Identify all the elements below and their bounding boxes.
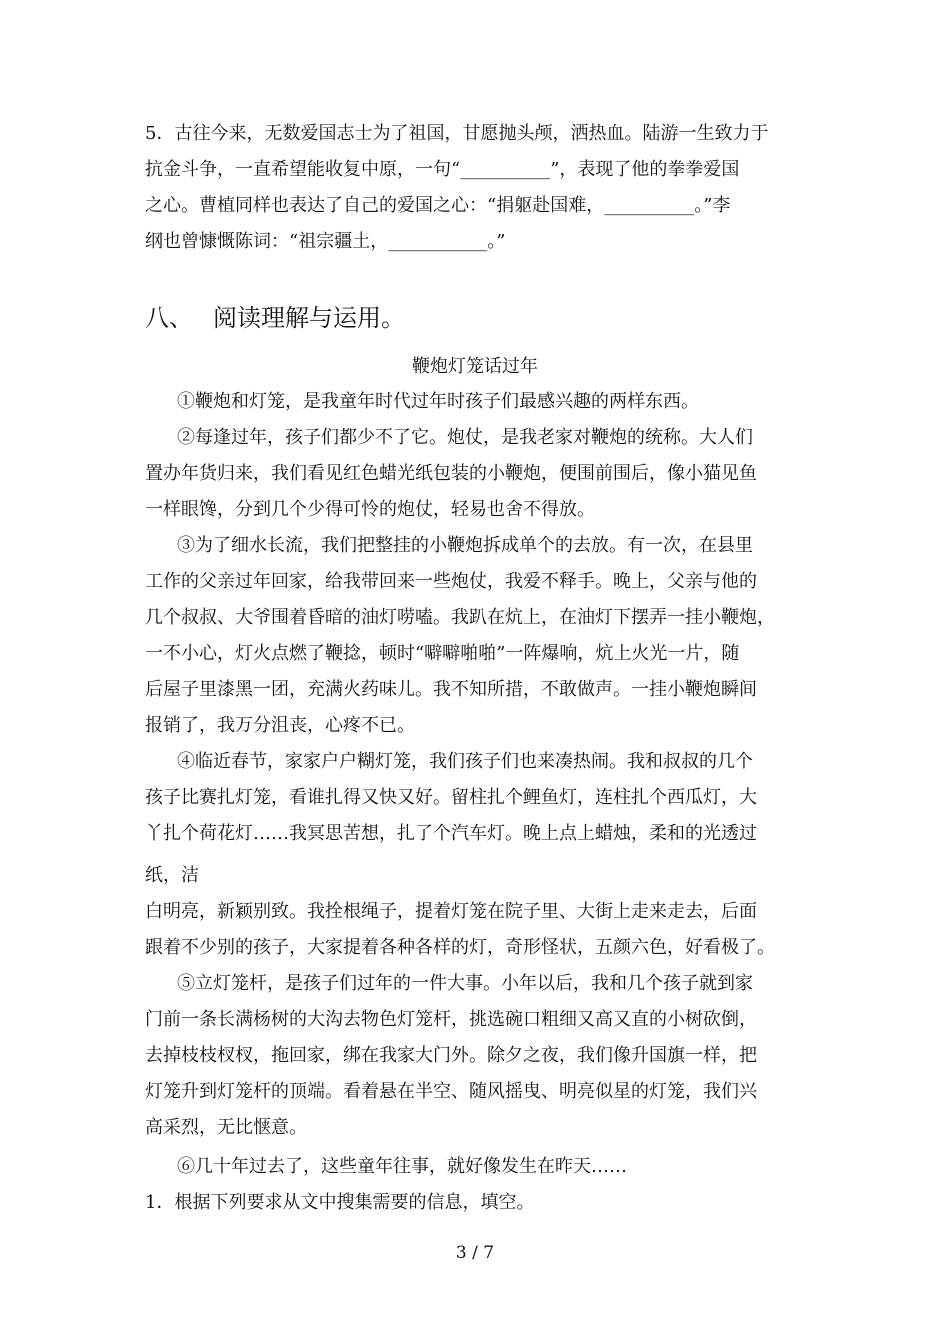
section-title: 阅读理解与运用。 xyxy=(213,304,405,332)
article-line: 白明亮，新颖别致。我拴根绳子，提着灯笼在院子里、大街上走来走去，后面 xyxy=(145,901,757,922)
article-line: ③为了细水长流，我们把整挂的小鞭炮拆成单个的去放。有一次，在县里 xyxy=(177,535,753,556)
question5-line: 抗金斗争，一直希望能收复中原，一句“__________”，表现了他的拳拳爱国 xyxy=(145,159,740,180)
article-line: ⑥几十年过去了，这些童年往事，就好像发生在昨天…… xyxy=(177,1156,627,1177)
article-line: 报销了，我万分沮丧，心疼不已。 xyxy=(145,715,415,736)
question1-prompt: 1．根据下列要求从文中搜集需要的信息，填空。 xyxy=(145,1192,535,1213)
section-heading xyxy=(145,303,405,333)
article-line: ⑤立灯笼杆，是孩子们过年的一件大事。小年以后，我和几个孩子就到家 xyxy=(177,973,753,994)
article-line: 门前一条长满杨树的大沟去物色灯笼杆，挑选碗口粗细又高又直的小树砍倒， xyxy=(145,1009,757,1030)
question5-line: 之心。曹植同样也表达了自己的爱国之心：“捐躯赴国难，__________。”李 xyxy=(145,195,731,216)
article-line: 灯笼升到灯笼杆的顶端。看着悬在半空、随风摇曳、明亮似星的灯笼，我们兴 xyxy=(145,1081,757,1102)
article-line: 工作的父亲过年回家，给我带回来一些炮仗，我爱不释手。晚上，父亲与他的 xyxy=(145,571,757,592)
article-line: 后屋子里漆黑一团，充满火药味儿。我不知所措，不敢做声。一挂小鞭炮瞬间 xyxy=(145,679,757,700)
article-title: 鞭炮灯笼话过年 xyxy=(412,356,538,377)
article-line: 高采烈，无比惬意。 xyxy=(145,1117,307,1138)
article-line: 跟着不少别的孩子，大家提着各种各样的灯，奇形怪状，五颜六色，好看极了。 xyxy=(145,937,775,958)
section-number: 八、 xyxy=(145,304,193,332)
article-line: 一不小心，灯火点燃了鞭捻，顿时“噼噼啪啪”一阵爆响，炕上火光一片，随 xyxy=(145,643,740,664)
article-line: 纸，洁 xyxy=(145,865,199,886)
question5-line: 纲也曾慷慨陈词：“祖宗疆土，___________。” xyxy=(145,231,506,252)
article-line: 一样眼馋，分到几个少得可怜的炮仗，轻易也舍不得放。 xyxy=(145,499,595,520)
article-line: 丫扎个荷花灯……我冥思苦想，扎了个汽车灯。晚上点上蜡烛，柔和的光透过 xyxy=(145,823,757,844)
article-line: ②每逢过年，孩子们都少不了它。炮仗，是我老家对鞭炮的统称。大人们 xyxy=(177,427,753,448)
article-line: 去掉枝枝杈杈，拖回家，绑在我家大门外。除夕之夜，我们像升国旗一样，把 xyxy=(145,1045,757,1066)
article-line: 几个叔叔、大爷围着昏暗的油灯唠嗑。我趴在炕上，在油灯下摆弄一挂小鞭炮， xyxy=(145,607,775,628)
page-number: 3 / 7 xyxy=(455,1243,495,1263)
question5-line: 5．古往今来，无数爱国志士为了祖国，甘愿抛头颅，洒热血。陆游一生致力于 xyxy=(145,123,769,144)
article-line: 置办年货归来，我们看见红色蜡光纸包装的小鞭炮，便围前围后，像小猫见鱼 xyxy=(145,463,757,484)
article-line: ①鞭炮和灯笼，是我童年时代过年时孩子们最感兴趣的两样东西。 xyxy=(177,391,699,412)
article-line: ④临近春节，家家户户糊灯笼，我们孩子们也来凑热闹。我和叔叔的几个 xyxy=(177,751,753,772)
article-line: 孩子比赛扎灯笼，看谁扎得又快又好。留柱扎个鲤鱼灯，连柱扎个西瓜灯，大 xyxy=(145,787,757,808)
